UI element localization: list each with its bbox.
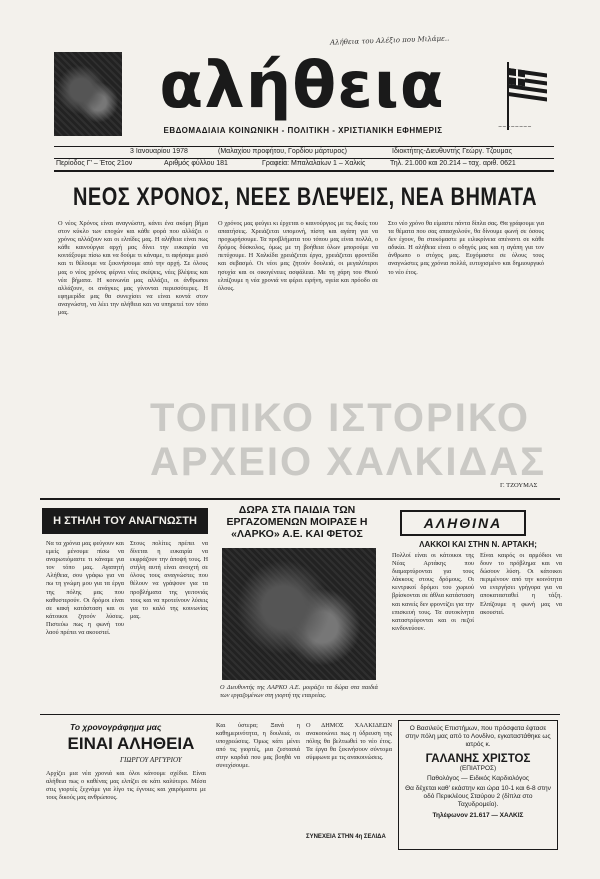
issue-number: Αριθμός φύλλου 181 (164, 160, 228, 167)
issue-date: 3 Ιανουαρίου 1978 (130, 148, 188, 155)
gifts-photo (222, 548, 376, 680)
archive-watermark-1: ΤΟΠΙΚΟ ΙΣΤΟΡΙΚΟ (150, 396, 530, 440)
info-rule-top (54, 146, 554, 147)
chronogram-title: ΕΙΝΑΙ ΑΛΗΘΕΙΑ (67, 734, 195, 753)
alithina-heading (400, 510, 526, 536)
gifts-caption: Ο Διευθυντής της ΛΑΡΚΟ Α.Ε. μοιράζει τα δώρα στα παιδιά των εργαζομένων στη γιορτή της εταιρείας. (220, 684, 378, 700)
svg-text:~~~~~~~~: ~~~~~~~~ (498, 124, 532, 130)
section-divider-2 (40, 714, 560, 715)
ad-phone: Τηλέφωνον 21.617 — ΧΑΛΚΙΣ (432, 812, 524, 819)
ad-specialty: Παθολόγος — Ειδικός Καρδιολόγος (426, 775, 530, 782)
section-divider (40, 498, 560, 500)
lead-signature: Γ. ΤΖΟΥΜΑΣ (500, 482, 538, 489)
lead-column-2: Ο χρόνος μας φεύγει κι έρχεται ο καινούργιος με τις δικές του απαιτήσεις. Χρειάζεται υπομονή, πίστη και αγάπη για να προχωρήσουμε. Τα προβλήματα του τόπου μας είναι πολλά, ο δρόμος δύσκολος, όμως με τη βοήθεια όλων μπορούμε να πετύχουμε. Η Χαλκίδα χρειάζεται έργα, χρειάζεται φροντίδα και σεβασμό. Οι νέοι μας ζητούν δουλειά, οι μεγαλύτεροι ησυχία και οι οικογένειες ασφάλεια. Με τη χάρη του Θεού ελπίζουμε η νέα χρονιά να φέρει ειρήνη, υγεία και πρόοδο σε όλους. (218, 220, 378, 292)
masthead-subtitle: ΕΒΔΟΜΑΔΙΑΙΑ ΚΟΙΝΩΝΙΚΗ - ΠΟΛΙΤΙΚΗ - ΧΡΙΣΤΙΑΝΙΚΗ ΕΦΗΜΕΡΙΣ (163, 126, 443, 135)
reader-column-1: Να τα χρόνια μας φεύγουν και εμείς μένουμε πίσω να αναρωτιόμαστε τι κάναμε για τον τόπο μας. Αγαπητή Αλήθεια, σου γράφω για να πω τη γνώμη μου για τα έργα της πόλης μας που καθυστερούν. Οι δρόμοι είναι σε κακή κατάσταση και οι κάτοικοι ζητούν λύσεις. Πιστεύω πως η φωνή του λαού πρέπει να ακουστεί. (46, 540, 124, 637)
handwritten-note: Αλήθεια του Αλέξιο που Μιλάμε.. (329, 34, 450, 47)
alithina-heading-text: ΑΛΗΘΙΝΑ (423, 515, 503, 531)
chronogram-column-2: Και ύστερα; Ξανά η καθημερινότητα, η δουλειά, οι υποχρεώσεις. Όμως κάτι μένει από τις γιορτές, μια ζεστασιά στην καρδιά που μας βοηθά να συνεχίσουμε. (216, 722, 300, 770)
ad-origin: (ΕΠΙΑΤΡΟΣ) (459, 765, 497, 772)
chronogram-body: Αρχίζει μια νέα χρονιά και όλοι κάνουμε σχέδια. Είναι αλήθεια πως ο καθένας μας ελπίζει σε κάτι καλύτερο. Μέσα στις γιορτές ξεχνάμε για λίγο τις έγνοιες και χαιρόμαστε με τους δικούς μας ανθρώπους. (46, 770, 206, 802)
chronogram-author: ΓΙΩΡΓΟΥ ΑΡΓΥΡΙΟΥ (120, 756, 182, 764)
lead-headline: ΝΕΟΣ ΧΡΟΝΟΣ, ΝΕΕΣ ΒΛΕΨΕΙΣ, ΝΕΑ ΒΗΜΑΤΑ (72, 183, 538, 212)
doctor-ad (398, 720, 558, 850)
owner-line: Ιδιοκτήτης-Διευθυντής Γεώργ. Τζουμας (392, 148, 512, 155)
alithina-column-2: Είναι καιρός οι αρμόδιοι να δουν το πρόβλημα και να δώσουν λύση. Οι κάτοικοι περιμένουν από την κοινότητα να ενεργήσει γρήγορα για να αποκατασταθεί η τάξη. Ελπίζουμε η φωνή μας να ακουστεί. (480, 552, 562, 616)
masthead-title: αλήθεια (159, 49, 445, 123)
period-line: Περίοδος Γ' – Έτος 21ον (56, 160, 133, 167)
reader-column-2: Στους πολίτες πρέπει να δίνεται η ευκαιρία να εκφράζουν την άποψή τους. Η στήλη αυτή είναι ανοιχτή σε όλους τους αναγνώστες που θέλουν να γράψουν για τα προβλήματα της γειτονιάς τους και να προτείνουν λύσεις για το καλό της κοινωνίας μας. (130, 540, 208, 620)
chronogram-continued: ΣΥΝΕΧΕΙΑ ΣΤΗΝ 4η ΣΕΛΙΔΑ (306, 834, 386, 840)
office-address: Γραφεία: Μπαλαλαίων 1 – Χαλκίς (262, 160, 366, 167)
alithina-subhead: ΛΑΚΚΟΙ ΚΑΙ ΣΤΗΝ Ν. ΑΡΤΑΚΗ; (419, 540, 537, 549)
lead-column-3: Στο νέο χρόνο θα είμαστε πάντα δίπλα σας. Θα γράφουμε για τα θέματα που σας απασχολούν, θα δίνουμε φωνή σε όσους δεν έχουν, θα στεκόμαστε με ειλικρίνεια απέναντι σε κάθε αδικία. Η αλήθεια είναι ο οδηγός μας και η αγάπη για τον άνθρωπο ο στόχος μας. Ευχόμαστε σε όλους τους αναγνώστες μας χρόνια πολλά, ευτυχισμένο και δημιουργικό το νέο έτος. (388, 220, 544, 276)
gifts-headline: ΔΩΡΑ ΣΤΑ ΠΑΙΔΙΑ ΤΩΝ ΕΡΓΑΖΟΜΕΝΩΝ ΜΟΙΡΑΣΕ Η «ΛΑΡΚΟ» Α.Ε. ΚΑΙ ΦΕΤΟΣ (226, 504, 368, 540)
ad-intro: Ο Βασιλεύς Επιστήμων, που πρόσφατα έφτασε στην πόλη μας από το Λονδίνο, εγκαταστάθηκε ως ιατρός κ. (405, 725, 551, 748)
ad-hours: Θα δέχεται καθ' εκάστην και ώρα 10-1 και 6-8 στην οδό Περικλέους Σταύρου 2 (δίπλα στο Ταχυδρομείο). (405, 785, 551, 808)
archive-watermark-2: ΑΡΧΕΙΟ ΧΑΛΚΙΔΑΣ (150, 440, 547, 484)
chronogram-column-3: Ο ΔΗΜΟΣ ΧΑΛΚΙΔΕΩΝ ανακοινώνει πως η ύδρευση της πόλης θα βελτιωθεί το νέο έτος. Τα έργα θα ξεκινήσουν σύντομα σύμφωνα με τις ανακοινώσεις. (306, 722, 392, 762)
saint-of-day: (Μαλαχίου προφήτου, Γορδίου μάρτυρος) (218, 148, 347, 155)
chronogram-label: Το χρονογράφημα μας (70, 722, 162, 732)
masthead-photo (54, 52, 122, 136)
info-rule-mid (54, 158, 554, 159)
ad-doctor-name: ΓΑΛΑΝΗΣ ΧΡΙΣΤΟΣ (425, 753, 531, 765)
flag-emblem (494, 52, 554, 134)
phone-line: Τηλ. 21.000 και 20.214 – ταχ. αριθ. 0621 (390, 160, 516, 167)
alithina-column-1: Πολλοί είναι οι κάτοικοι της Νέας Αρτάκης που διαμαρτύρονται για τους λάκκους στους δρόμους. Οι κεντρικοί δρόμοι του χωριού βρίσκονται σε άθλια κατάσταση και κανείς δεν φροντίζει για την επισκευή τους. Τα αυτοκίνητα καταστρέφονται και οι πεζοί κινδυνεύουν. (392, 552, 474, 632)
lead-column-1: Ο νέος Χρόνος είναι αναγνώστη, κάνει ένα ακόμη βήμα στον κύκλο των εποχών και κάθε φορά που αλλάζει ο χρόνος αλλάζουν και οι ελπίδες μας. Η αλήθεια είναι πως κάθε καινούργια αρχή μας δίνει την ευκαιρία να κοιτάξουμε πίσω και να δούμε τι κάναμε, τι αφήσαμε μισό και τι θέλουμε να ξεκινήσουμε από την αρχή. Σε όλους μας ο νέος χρόνος φέρνει νέες σκέψεις, νέες βλέψεις και νέα βήματα. Η κοινωνία μας αλλάζει, οι άνθρωποι αλλάζουν, οι ανάγκες μας γίνονται περισσότερες. Η εφημερίδα μας θα συνεχίσει να είναι κοντά στον αναγνώστη, να λέει την αλήθεια και να υπηρετεί τον τόπο μας. (58, 220, 208, 317)
reader-heading: Η ΣΤΗΛΗ ΤΟΥ ΑΝΑΓΝΩΣΤΗ (42, 508, 208, 534)
info-rule-bottom (54, 170, 554, 172)
